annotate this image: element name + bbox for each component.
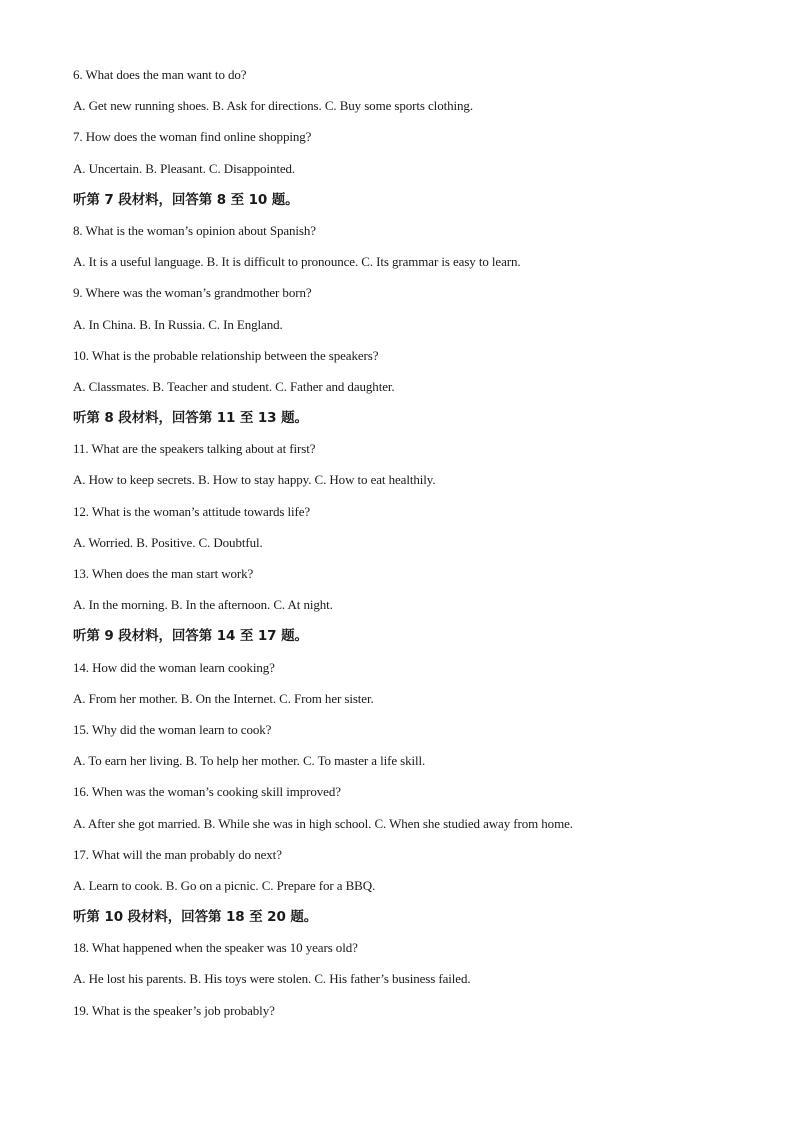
question-12: 12. What is the woman’s attitude towards life? [73, 503, 311, 519]
section-heading-8: 听第 8 段材料，回答第 11 至 13 题。 [73, 410, 308, 427]
options-7: A. Uncertain. B. Pleasant. C. Disappointed. [73, 160, 296, 176]
options-10: A. Classmates. B. Teacher and student. C. Father and daughter. [73, 378, 395, 394]
options-12: A. Worried. B. Positive. C. Doubtful. [73, 534, 263, 550]
question-16: 16. When was the woman’s cooking skill improved? [73, 784, 341, 800]
question-15: 15. Why did the woman learn to cook? [73, 721, 272, 737]
question-11: 11. What are the speakers talking about at first? [73, 441, 316, 457]
options-6: A. Get new running shoes. B. Ask for directions. C. Buy some sports clothing. [73, 98, 473, 114]
options-8: A. It is a useful language. B. It is difficult to pronounce. C. Its grammar is easy to learn. [73, 254, 521, 270]
options-18: A. He lost his parents. B. His toys were stolen. C. His father’s business failed. [73, 971, 471, 987]
question-6: 6. What does the man want to do? [73, 67, 247, 82]
options-14: A. From her mother. B. On the Internet. C. From her sister. [73, 690, 374, 706]
question-19: 19. What is the speaker’s job probably? [73, 1002, 275, 1018]
question-7: 7. How does the woman find online shopping? [73, 129, 312, 145]
section-heading-9: 听第 9 段材料，回答第 14 至 17 题。 [73, 628, 308, 645]
document-page [73, 66, 733, 1033]
question-17: 17. What will the man probably do next? [73, 846, 282, 862]
question-13: 13. When does the man start work? [73, 566, 254, 581]
section-heading-10: 听第 10 段材料，回答第 18 至 20 题。 [73, 909, 318, 926]
options-9: A. In China. B. In Russia. C. In England. [73, 316, 283, 332]
section-heading-7: 听第 7 段材料，回答第 8 至 10 题。 [73, 191, 299, 208]
options-17: A. Learn to cook. B. Go on a picnic. C. Prepare for a BBQ. [73, 877, 376, 893]
question-9: 9. Where was the woman’s grandmother born? [73, 285, 312, 301]
question-14: 14. How did the woman learn cooking? [73, 659, 275, 675]
question-18: 18. What happened when the speaker was 10 years old? [73, 940, 358, 956]
options-13: A. In the morning. B. In the afternoon. C. At night. [73, 597, 333, 613]
options-11: A. How to keep secrets. B. How to stay happy. C. How to eat healthily. [73, 472, 436, 488]
question-8: 8. What is the woman’s opinion about Spanish? [73, 222, 316, 238]
question-10: 10. What is the probable relationship between the speakers? [73, 347, 379, 363]
options-15: A. To earn her living. B. To help her mother. C. To master a life skill. [73, 753, 426, 769]
options-16: A. After she got married. B. While she was in high school. C. When she studied away from home. [73, 815, 573, 831]
